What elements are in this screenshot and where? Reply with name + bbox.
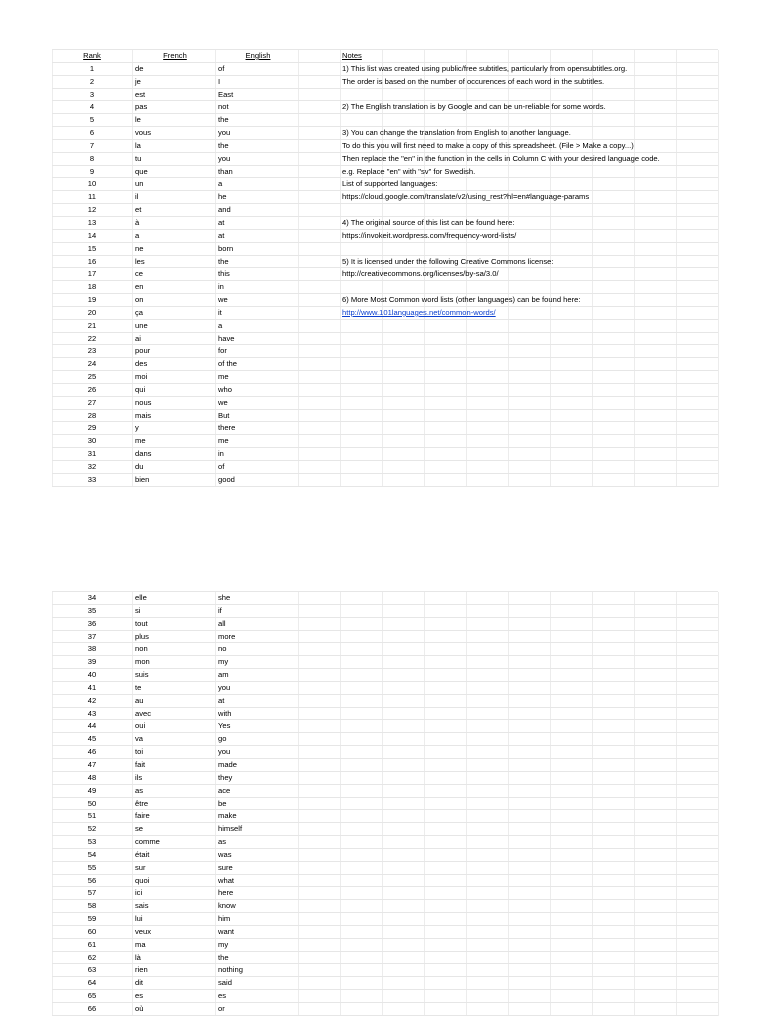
french-word-cell: elle xyxy=(135,593,147,602)
french-word-cell: et xyxy=(135,205,142,215)
english-word-cell: sure xyxy=(218,862,233,872)
french-word-cell: non xyxy=(135,644,148,654)
rank-cell: 15 xyxy=(87,243,97,253)
english-word-cell: as xyxy=(218,837,227,847)
english-word-cell: this xyxy=(218,269,230,279)
english-word-cell: a xyxy=(218,320,223,330)
rank-cell: 23 xyxy=(87,346,97,356)
table-row xyxy=(52,823,718,836)
grid-line xyxy=(718,592,719,1016)
table-row xyxy=(52,990,718,1003)
rank-cell: 13 xyxy=(87,217,97,227)
french-word-cell: on xyxy=(135,295,144,305)
table-row xyxy=(52,862,718,875)
french-word-cell: moi xyxy=(135,372,148,382)
rank-cell: 7 xyxy=(89,140,95,150)
french-word-cell: une xyxy=(135,320,148,330)
french-word-cell: au xyxy=(135,695,144,705)
table-row xyxy=(52,281,718,294)
english-word-cell: have xyxy=(218,333,235,343)
english-word-cell: am xyxy=(218,670,229,680)
french-word-cell: à xyxy=(135,217,140,227)
french-word-cell: quoi xyxy=(135,875,150,885)
french-word-cell: des xyxy=(135,359,148,369)
table-row xyxy=(52,682,718,695)
french-word-cell: de xyxy=(135,63,144,73)
french-word-cell: les xyxy=(135,256,145,266)
table-row xyxy=(52,977,718,990)
rank-cell: 40 xyxy=(87,670,97,680)
table-row xyxy=(52,358,718,371)
english-word-cell: said xyxy=(218,978,232,988)
french-word-cell: mais xyxy=(135,410,152,420)
table-row xyxy=(52,127,718,140)
english-word-cell: it xyxy=(218,307,222,317)
french-word-cell: se xyxy=(135,824,144,834)
rank-cell: 46 xyxy=(87,747,97,757)
french-word-cell: comme xyxy=(135,837,160,847)
french-word-cell: dit xyxy=(135,978,144,988)
rank-cell: 61 xyxy=(87,939,97,949)
french-word-cell: fait xyxy=(135,759,146,769)
english-header: English xyxy=(245,51,271,60)
table-row xyxy=(52,320,718,333)
spreadsheet-page-1 xyxy=(52,49,718,487)
rank-cell: 49 xyxy=(87,785,97,795)
english-word-cell: the xyxy=(218,115,229,125)
rank-cell: 34 xyxy=(87,593,97,602)
table-row xyxy=(52,243,718,256)
rank-cell: 8 xyxy=(89,153,95,163)
english-word-cell: for xyxy=(218,346,227,356)
header-row xyxy=(52,50,718,63)
english-word-cell: in xyxy=(218,449,224,459)
note-line: List of supported languages: xyxy=(342,179,438,189)
rank-cell: 54 xyxy=(87,849,97,859)
french-word-cell: est xyxy=(135,89,146,99)
french-word-cell: ce xyxy=(135,269,144,279)
rank-cell: 55 xyxy=(87,862,97,872)
notes-link[interactable]: http://www.101languages.net/common-words/ xyxy=(342,307,496,317)
rank-cell: 56 xyxy=(87,875,97,885)
note-line: The order is based on the number of occurences of each word in the subtitles. xyxy=(342,76,605,86)
french-word-cell: oui xyxy=(135,721,146,731)
table-row xyxy=(52,900,718,913)
table-row xyxy=(52,1003,718,1016)
english-word-cell: want xyxy=(218,926,235,936)
rank-cell: 29 xyxy=(87,423,97,433)
note-line: https://invokeit.wordpress.com/frequency-word-lists/ xyxy=(342,230,517,240)
french-word-cell: veux xyxy=(135,926,152,936)
english-word-cell: no xyxy=(218,644,227,654)
english-word-cell: Yes xyxy=(218,721,231,731)
note-line: To do this you will first need to make a copy of this spreadsheet. (File > Make a copy...) xyxy=(342,140,634,150)
rank-cell: 52 xyxy=(87,824,97,834)
english-word-cell: made xyxy=(218,759,237,769)
table-row xyxy=(52,746,718,759)
rank-cell: 25 xyxy=(87,372,97,382)
french-word-cell: pour xyxy=(135,346,151,356)
rank-cell: 53 xyxy=(87,837,97,847)
french-word-cell: ici xyxy=(135,888,143,898)
table-row xyxy=(52,204,718,217)
rank-cell: 11 xyxy=(88,192,96,202)
french-word-cell: lui xyxy=(135,914,143,924)
rank-cell: 33 xyxy=(87,474,97,484)
rank-cell: 21 xyxy=(87,320,97,330)
french-word-cell: rien xyxy=(135,965,148,975)
english-word-cell: he xyxy=(218,192,227,202)
english-word-cell: make xyxy=(218,811,237,821)
french-word-cell: en xyxy=(135,282,144,292)
english-word-cell: in xyxy=(218,282,224,292)
rank-cell: 24 xyxy=(87,359,97,369)
rank-cell: 38 xyxy=(87,644,97,654)
french-word-cell: me xyxy=(135,436,146,446)
english-word-cell: what xyxy=(218,875,235,885)
table-row xyxy=(52,191,718,204)
note-line: 3) You can change the translation from English to another language. xyxy=(342,128,571,138)
rank-cell: 41 xyxy=(87,682,97,692)
table-row xyxy=(52,836,718,849)
english-word-cell: here xyxy=(218,888,234,898)
english-word-cell: at xyxy=(218,217,225,227)
french-word-cell: dans xyxy=(135,449,152,459)
french-word-cell: sur xyxy=(135,862,146,872)
table-row xyxy=(52,798,718,811)
spreadsheet-page-2 xyxy=(52,591,718,1016)
rank-cell: 12 xyxy=(87,205,97,215)
table-row xyxy=(52,178,718,191)
english-word-cell: go xyxy=(218,734,227,744)
rank-cell: 47 xyxy=(87,759,97,769)
rank-cell: 17 xyxy=(87,269,97,279)
table-row xyxy=(52,448,718,461)
table-row xyxy=(52,631,718,644)
rank-cell: 45 xyxy=(87,734,97,744)
rank-cell: 58 xyxy=(87,901,97,911)
table-row xyxy=(52,410,718,423)
rank-cell: 10 xyxy=(87,179,97,189)
rank-cell: 31 xyxy=(87,449,97,459)
english-word-cell: my xyxy=(218,657,229,667)
rank-cell: 14 xyxy=(87,230,97,240)
french-word-cell: la xyxy=(135,140,141,150)
english-word-cell: know xyxy=(218,901,236,911)
table-row xyxy=(52,849,718,862)
english-word-cell: a xyxy=(218,179,223,189)
english-word-cell: me xyxy=(218,436,229,446)
french-word-cell: que xyxy=(135,166,148,176)
table-row xyxy=(52,669,718,682)
table-row xyxy=(52,397,718,410)
table-row xyxy=(52,101,718,114)
french-word-cell: le xyxy=(135,115,141,125)
english-word-cell: we xyxy=(218,397,228,407)
rank-cell: 66 xyxy=(87,1004,97,1013)
english-word-cell: I xyxy=(218,76,221,86)
french-word-cell: faire xyxy=(135,811,150,821)
grid-line xyxy=(718,50,719,487)
french-word-cell: nous xyxy=(135,397,152,407)
english-word-cell: the xyxy=(218,256,229,266)
english-word-cell: the xyxy=(218,952,229,962)
rank-cell: 65 xyxy=(87,991,97,1001)
rank-cell: 51 xyxy=(87,811,97,821)
table-row xyxy=(52,939,718,952)
french-word-cell: ai xyxy=(135,333,141,343)
table-row xyxy=(52,153,718,166)
table-row xyxy=(52,371,718,384)
french-word-cell: y xyxy=(135,423,139,433)
french-word-cell: là xyxy=(135,952,141,962)
english-word-cell: you xyxy=(218,153,231,163)
english-word-cell: they xyxy=(218,772,233,782)
english-word-cell: of xyxy=(218,462,225,471)
table-row xyxy=(52,140,718,153)
english-word-cell: we xyxy=(218,295,228,305)
rank-cell: 26 xyxy=(87,384,97,394)
english-word-cell: was xyxy=(218,849,232,859)
french-word-cell: pas xyxy=(135,102,148,112)
english-word-cell: But xyxy=(218,410,230,420)
french-word-cell: vous xyxy=(135,128,152,138)
french-word-cell: mon xyxy=(135,657,150,667)
table-row xyxy=(52,256,718,269)
english-word-cell: be xyxy=(218,798,227,808)
table-row xyxy=(52,733,718,746)
french-word-cell: bien xyxy=(135,474,150,484)
rank-cell: 22 xyxy=(87,333,97,343)
table-row xyxy=(52,605,718,618)
table-row xyxy=(52,772,718,785)
rank-cell: 64 xyxy=(87,978,97,988)
english-word-cell: she xyxy=(218,593,231,602)
rank-cell: 3 xyxy=(89,89,95,99)
rank-cell: 2 xyxy=(89,76,95,86)
french-word-cell: qui xyxy=(135,384,146,394)
french-word-cell: ne xyxy=(135,243,144,253)
english-word-cell: at xyxy=(218,230,225,240)
french-word-cell: ma xyxy=(135,939,146,949)
table-row xyxy=(52,294,718,307)
table-row xyxy=(52,217,718,230)
rank-cell: 28 xyxy=(87,410,97,420)
french-word-cell: il xyxy=(135,192,139,202)
table-row xyxy=(52,63,718,76)
table-row xyxy=(52,720,718,733)
rank-cell: 44 xyxy=(87,721,97,731)
note-line: 2) The English translation is by Google and can be un-reliable for some words. xyxy=(342,102,606,112)
table-row xyxy=(52,422,718,435)
rank-cell: 59 xyxy=(87,914,97,924)
english-word-cell: born xyxy=(218,243,234,253)
rank-cell: 19 xyxy=(87,295,97,305)
english-word-cell: than xyxy=(218,166,233,176)
rank-cell: 35 xyxy=(87,605,97,615)
table-row xyxy=(52,810,718,823)
note-line: 6) More Most Common word lists (other languages) can be found here: xyxy=(342,295,581,305)
english-word-cell: who xyxy=(218,384,232,394)
french-word-cell: du xyxy=(135,462,144,471)
table-row xyxy=(52,345,718,358)
rank-cell: 42 xyxy=(87,695,97,705)
rank-cell: 60 xyxy=(87,926,97,936)
table-row xyxy=(52,333,718,346)
rank-cell: 5 xyxy=(89,115,95,125)
note-line: 1) This list was created using public/free subtitles, particularly from opensubtitles.org. xyxy=(342,63,628,73)
note-line: 4) The original source of this list can be found here: xyxy=(342,217,515,227)
french-word-cell: es xyxy=(135,991,144,1001)
english-word-cell: my xyxy=(218,939,229,949)
french-word-cell: tu xyxy=(135,153,142,163)
table-row xyxy=(52,656,718,669)
rank-cell: 32 xyxy=(87,462,97,471)
english-word-cell: all xyxy=(218,618,226,628)
table-row xyxy=(52,592,718,605)
english-word-cell: not xyxy=(218,102,229,112)
rank-cell: 62 xyxy=(87,952,97,962)
table-row xyxy=(52,695,718,708)
french-word-cell: tout xyxy=(135,618,148,628)
french-word-cell: toi xyxy=(135,747,144,757)
french-word-cell: te xyxy=(135,682,142,692)
table-row xyxy=(52,166,718,179)
rank-cell: 36 xyxy=(87,618,97,628)
english-word-cell: him xyxy=(218,914,231,924)
rank-cell: 27 xyxy=(87,397,97,407)
english-word-cell: good xyxy=(218,474,235,484)
english-word-cell: with xyxy=(218,708,232,718)
french-word-cell: où xyxy=(135,1004,144,1013)
rank-cell: 37 xyxy=(87,631,97,641)
french-header: French xyxy=(163,51,187,60)
french-word-cell: as xyxy=(135,785,144,795)
table-row xyxy=(52,887,718,900)
french-word-cell: si xyxy=(135,605,141,615)
note-line: https://cloud.google.com/translate/v2/using_rest?hl=en#language-params xyxy=(342,192,590,202)
note-line: e.g. Replace "en" with "sv" for Swedish. xyxy=(342,166,476,176)
table-row xyxy=(52,268,718,281)
french-word-cell: a xyxy=(135,230,140,240)
rank-cell: 50 xyxy=(87,798,97,808)
french-word-cell: plus xyxy=(135,631,149,641)
french-word-cell: être xyxy=(135,798,149,808)
note-line: 5) It is licensed under the following Creative Commons license: xyxy=(342,256,554,266)
english-word-cell: there xyxy=(218,423,236,433)
rank-cell: 39 xyxy=(87,657,97,667)
english-word-cell: nothing xyxy=(218,965,243,975)
english-word-cell: me xyxy=(218,372,229,382)
french-word-cell: ils xyxy=(135,772,143,782)
rank-cell: 16 xyxy=(87,256,97,266)
table-row xyxy=(52,964,718,977)
table-row xyxy=(52,435,718,448)
english-word-cell: and xyxy=(218,205,231,215)
notes-header: Notes xyxy=(342,51,362,60)
table-row xyxy=(52,76,718,89)
rank-cell: 9 xyxy=(89,166,95,176)
french-word-cell: ça xyxy=(135,307,144,317)
table-row xyxy=(52,952,718,965)
english-word-cell: ace xyxy=(218,785,231,795)
english-word-cell: es xyxy=(218,991,227,1001)
table-row xyxy=(52,618,718,631)
english-word-cell: more xyxy=(218,631,236,641)
english-word-cell: or xyxy=(218,1004,225,1013)
english-word-cell: at xyxy=(218,695,225,705)
english-word-cell: East xyxy=(218,89,234,99)
table-row xyxy=(52,384,718,397)
english-word-cell: himself xyxy=(218,824,243,834)
table-row xyxy=(52,230,718,243)
rank-cell: 43 xyxy=(87,708,97,718)
rank-cell: 57 xyxy=(87,888,97,898)
table-row xyxy=(52,474,718,487)
rank-header: Rank xyxy=(83,51,101,60)
english-word-cell: of xyxy=(218,63,225,73)
french-word-cell: avec xyxy=(135,708,152,718)
rank-cell: 20 xyxy=(87,307,97,317)
english-word-cell: if xyxy=(218,605,222,615)
table-row xyxy=(52,89,718,102)
english-word-cell: the xyxy=(218,140,229,150)
english-word-cell: you xyxy=(218,747,231,757)
table-row xyxy=(52,114,718,127)
rank-cell: 63 xyxy=(87,965,97,975)
french-word-cell: je xyxy=(135,76,141,86)
note-line: http://creativecommons.org/licenses/by-sa/3.0/ xyxy=(342,269,499,279)
french-word-cell: va xyxy=(135,734,144,744)
english-word-cell: of the xyxy=(218,359,237,369)
table-row xyxy=(52,643,718,656)
table-row xyxy=(52,913,718,926)
note-line: Then replace the "en" in the function in the cells in Column C with your desired language code. xyxy=(342,153,660,163)
french-word-cell: sais xyxy=(135,901,149,911)
rank-cell: 48 xyxy=(87,772,97,782)
english-word-cell: you xyxy=(218,682,231,692)
table-row xyxy=(52,307,718,320)
french-word-cell: était xyxy=(135,849,150,859)
rank-cell: 18 xyxy=(87,282,97,292)
table-row xyxy=(52,875,718,888)
table-row xyxy=(52,926,718,939)
french-word-cell: un xyxy=(135,179,144,189)
table-row xyxy=(52,785,718,798)
english-word-cell: you xyxy=(218,128,231,138)
rank-cell: 30 xyxy=(87,436,97,446)
rank-cell: 4 xyxy=(89,102,95,112)
table-row xyxy=(52,759,718,772)
table-row xyxy=(52,708,718,721)
rank-cell: 6 xyxy=(89,128,95,138)
table-row xyxy=(52,461,718,474)
french-word-cell: suis xyxy=(135,670,149,680)
rank-cell: 1 xyxy=(89,63,95,73)
